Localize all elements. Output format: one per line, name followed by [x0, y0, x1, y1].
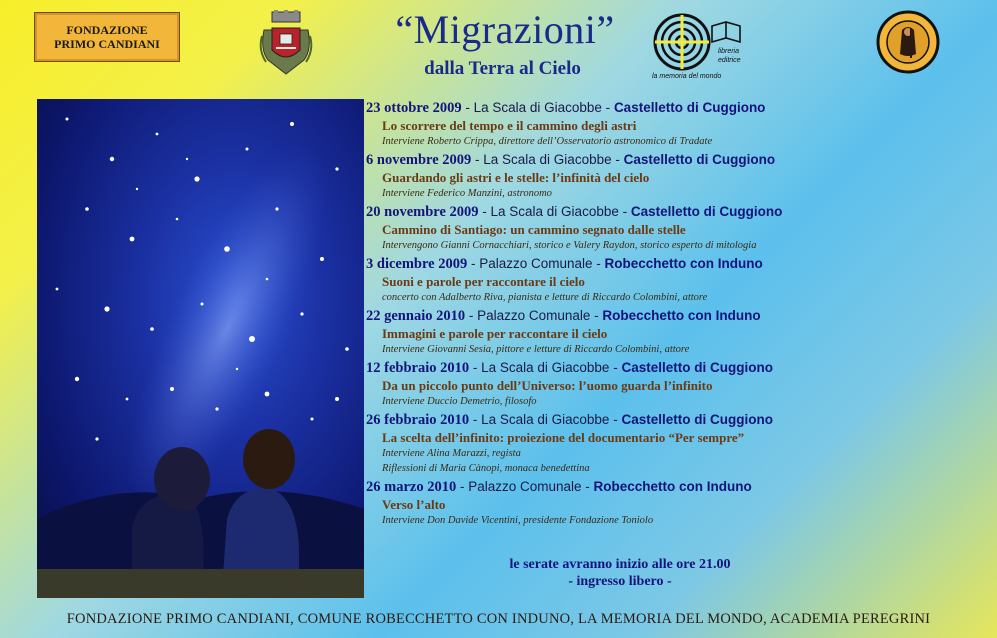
event-speaker-note: concerto con Adalberto Riva, pianista e letture di Riccardo Colombini, attore — [382, 292, 708, 303]
event-header — [366, 150, 991, 169]
event-venue: La Scala di Giacobbe - — [481, 360, 622, 375]
event-speaker-note: Interviene Duccio Demetrio, filosofo — [382, 396, 537, 407]
event-title: Da un piccolo punto dell’Universo: l’uomo guarda l’infinito — [382, 378, 713, 393]
event-item — [366, 254, 991, 305]
schedule-info — [420, 556, 820, 590]
memoria-logo-text1: libreria — [718, 48, 740, 55]
free-entry-note: - ingresso libero - — [568, 574, 672, 589]
event-date: 3 dicembre 2009 — [366, 256, 468, 272]
event-place: Castelletto di Cuggiono — [621, 360, 773, 375]
event-speaker-note: Interviene Alina Marazzi, regista — [382, 448, 521, 459]
event-place: Robecchetto con Induno — [604, 256, 763, 271]
event-venue: Palazzo Comunale - — [477, 308, 603, 323]
event-header — [366, 202, 991, 221]
memoria-del-mondo-logo — [650, 12, 760, 82]
event-place: Castelletto di Cuggiono — [621, 412, 773, 427]
event-speaker-note: Interviene Giovanni Sesia, pittore e letture di Riccardo Colombini, attore — [382, 344, 690, 355]
night-sky-photo — [37, 99, 364, 598]
event-title: Cammino di Santiago: un cammino segnato dalle stelle — [382, 222, 686, 237]
event-separator: - — [467, 256, 480, 271]
event-item — [366, 306, 991, 357]
event-header — [366, 410, 991, 429]
footer-organizers: FONDAZIONE PRIMO CANDIANI, COMUNE ROBECCHETTO CON INDUNO, LA MEMORIA DEL MONDO, ACADEMIA PEREGRINI — [66, 611, 931, 627]
event-header — [366, 477, 991, 496]
event-speaker-note: Interviene Roberto Crippa, direttore dell’Osservatorio astronomico di Tradate — [382, 136, 713, 147]
memoria-logo-text3: la memoria del mondo — [652, 73, 722, 80]
event-separator: - — [471, 152, 484, 167]
events-list — [366, 98, 991, 529]
event-title: Immagini e parole per raccontare il cielo — [382, 326, 608, 341]
event-title: Verso l’alto — [382, 497, 446, 512]
event-item — [366, 98, 991, 149]
event-place: Castelletto di Cuggiono — [623, 152, 776, 167]
event-venue: Palazzo Comunale - — [479, 256, 605, 271]
event-item — [366, 202, 991, 253]
event-title: Suoni e parole per raccontare il cielo — [382, 274, 585, 289]
event-item — [366, 477, 991, 528]
event-venue: Palazzo Comunale - — [468, 479, 594, 494]
event-separator: - — [469, 360, 482, 375]
event-item — [366, 150, 991, 201]
page-title: “Migrazioni” — [395, 7, 615, 52]
event-venue: La Scala di Giacobbe - — [490, 204, 631, 219]
municipal-crest-icon — [258, 10, 314, 76]
event-date: 12 febbraio 2010 — [366, 360, 470, 376]
event-header — [366, 254, 991, 273]
event-separator: - — [456, 479, 469, 494]
event-date: 22 gennaio 2010 — [366, 308, 466, 324]
academia-peregrini-seal-icon — [876, 10, 940, 74]
memoria-logo-text2: editrice — [718, 57, 741, 64]
event-date: 23 ottobre 2009 — [366, 100, 462, 116]
event-header — [366, 306, 991, 325]
event-separator: - — [469, 412, 482, 427]
event-date: 6 novembre 2009 — [366, 152, 472, 168]
event-speaker-note: Intervengono Gianni Cornacchiari, storico e Valery Raydon, storico esperto di mitologia — [382, 240, 757, 251]
event-header — [366, 358, 991, 377]
event-venue: La Scala di Giacobbe - — [473, 100, 614, 115]
event-speaker-note: Riflessioni di Maria Cànopi, monaca benedettina — [382, 463, 590, 474]
event-place: Robecchetto con Induno — [602, 308, 761, 323]
event-item — [366, 358, 991, 409]
event-date: 26 marzo 2010 — [366, 479, 457, 495]
event-title: Guardando gli astri e le stelle: l’infinità del cielo — [382, 170, 650, 185]
fondazione-logo-line1: FONDAZIONE — [66, 23, 148, 37]
event-date: 26 febbraio 2010 — [366, 412, 470, 428]
event-place: Robecchetto con Induno — [593, 479, 752, 494]
event-separator: - — [478, 204, 491, 219]
event-header — [366, 98, 991, 117]
event-date: 20 novembre 2009 — [366, 204, 479, 220]
event-item — [366, 410, 991, 476]
page-subtitle: dalla Terra al Cielo — [424, 58, 581, 79]
event-place: Castelletto di Cuggiono — [613, 100, 766, 115]
fondazione-logo-line2: PRIMO CANDIANI — [54, 37, 160, 51]
event-venue: La Scala di Giacobbe - — [481, 412, 622, 427]
starry-sky-illustration — [37, 99, 364, 598]
start-time-note: le serate avranno inizio alle ore 21.00 — [509, 557, 731, 572]
event-separator: - — [461, 100, 474, 115]
event-venue: La Scala di Giacobbe - — [483, 152, 624, 167]
event-title: La scelta dell’infinito: proiezione del documentario “Per sempre” — [382, 430, 745, 445]
event-title: Lo scorrere del tempo e il cammino degli astri — [382, 118, 637, 133]
event-place: Castelletto di Cuggiono — [630, 204, 783, 219]
fondazione-logo — [34, 12, 180, 62]
event-separator: - — [465, 308, 478, 323]
event-speaker-note: Interviene Federico Manzini, astronomo — [382, 188, 552, 199]
event-speaker-note: Interviene Don Davide Vicentini, presidente Fondazione Toniolo — [382, 515, 654, 526]
